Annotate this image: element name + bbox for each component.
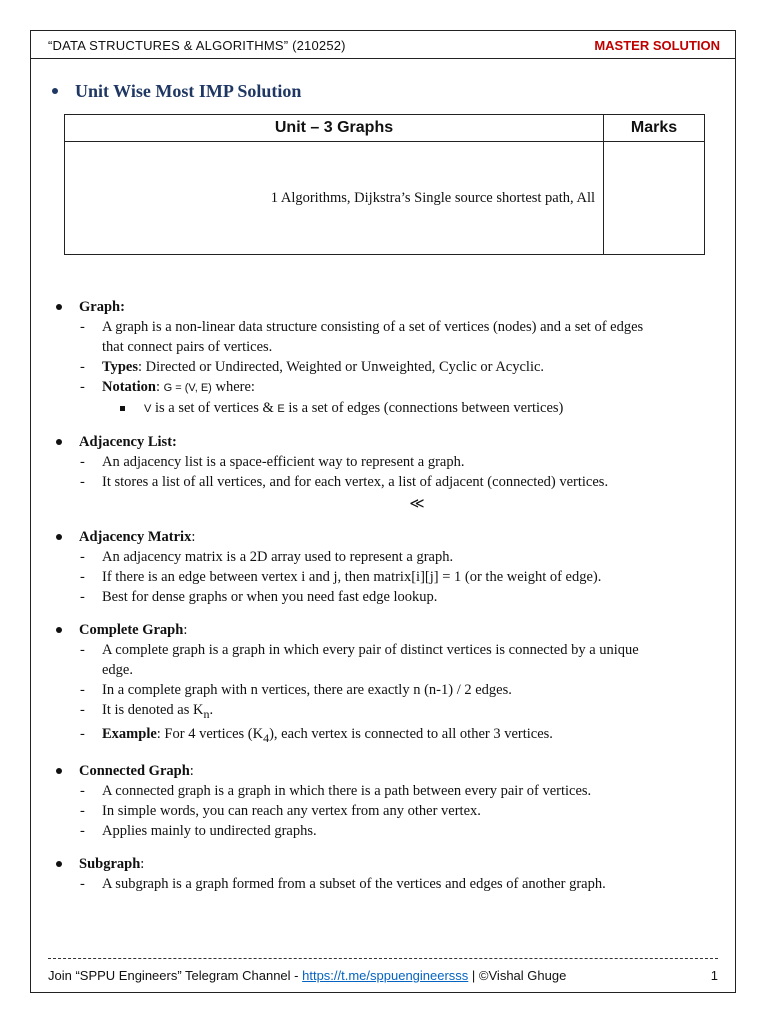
- page-number: 1: [710, 968, 718, 983]
- square-bullet-icon: [120, 406, 125, 411]
- dash-marker: -: [80, 875, 85, 892]
- section-title-text: Unit Wise Most IMP Solution: [75, 81, 302, 101]
- subgraph-title: Subgraph: [79, 855, 141, 872]
- dash-marker: -: [80, 702, 85, 718]
- marks-header-cell: Marks: [604, 115, 705, 142]
- footer-divider: [48, 958, 718, 959]
- dash-marker: -: [80, 379, 85, 395]
- adjacency-matrix-title: Adjacency Matrix: [79, 529, 192, 545]
- list-item: - A connected graph is a graph in which there is a path between every pair of vertices.: [80, 782, 592, 799]
- list-item: - Applies mainly to undirected graphs.: [80, 822, 317, 839]
- footer-text: Join “SPPU Engineers” Telegram Channel -: [48, 968, 303, 983]
- list-item: - It is denoted as $K_n$.: [80, 702, 214, 721]
- connected-graph-title: Connected Graph: [79, 762, 190, 779]
- dash-marker: -: [80, 782, 85, 799]
- list-item: - Notation: G = (V, E) where:: [80, 379, 255, 395]
- telegram-link[interactable]: https://t.me/sppuengineersss: [302, 968, 469, 983]
- adjacency-matrix-block: Adjacency Matrix: - An adjacency matrix is a 2D array used to represent a graph. - If there is an edge between vertex i and j, then matrix[i][j] = 1 (or the weight of edge). - Best for dense graphs or when you need fast edge lookup.: [52, 527, 712, 607]
- complete-graph-title: Complete Graph: [79, 622, 184, 638]
- list-item: - In a complete graph with n vertices, there are exactly n (n-1) / 2 edges.: [80, 682, 512, 698]
- sub-list-item: V is a set of vertices & E is a set of edges (connections between vertices): [52, 398, 712, 419]
- dash-marker: -: [80, 549, 85, 565]
- footer: [48, 968, 718, 983]
- graph-title: Graph:: [79, 299, 125, 315]
- bullet-icon: [56, 627, 62, 633]
- dash-marker: -: [80, 589, 85, 605]
- list-item: - A complete graph is a graph in which every pair of distinct vertices is connected by a unique: [80, 642, 639, 658]
- list-item-continued: that connect pairs of vertices.: [102, 339, 273, 355]
- notes-content: [52, 297, 712, 907]
- footer-author: | ©Vishal Ghuge: [468, 968, 567, 983]
- header-master-solution: MASTER SOLUTION: [594, 38, 720, 53]
- dash-marker: -: [80, 359, 85, 375]
- bullet-icon: [56, 304, 62, 310]
- unit-table: [64, 114, 705, 255]
- bullet-icon: [52, 88, 58, 94]
- header-divider: [30, 58, 736, 59]
- section-title: [52, 81, 301, 102]
- list-item: - A subgraph is a graph formed from a subset of the vertices and edges of another graph.: [80, 875, 606, 892]
- list-item: - Best for dense graphs or when you need fast edge lookup.: [80, 589, 438, 605]
- bullet-icon: [56, 534, 62, 540]
- list-item: - It stores a list of all vertices, and for each vertex, a list of adjacent (connected) vertices.: [80, 474, 609, 490]
- dash-marker: -: [80, 319, 85, 335]
- list-item: - In simple words, you can reach any vertex from any other vertex.: [80, 802, 481, 819]
- list-item: - Types: Directed or Undirected, Weighted or Unweighted, Cyclic or Acyclic.: [80, 359, 545, 375]
- dash-marker: -: [80, 822, 85, 839]
- dash-marker: -: [80, 642, 85, 658]
- graph-block: [52, 297, 712, 419]
- list-item-continued: edge.: [102, 662, 133, 678]
- list-item: - Example: For 4 vertices $(K_4)$, each vertex is connected to all other 3 vertices.: [80, 725, 553, 745]
- bullet-icon: [56, 439, 62, 445]
- bullet-icon: [56, 861, 62, 867]
- list-item: - An adjacency matrix is a 2D array used to represent a graph.: [80, 549, 454, 565]
- unit-topics-cell: 1 Algorithms, Dijkstra’s Single source shortest path, All: [65, 142, 604, 255]
- adjacency-list-title: Adjacency List:: [79, 434, 177, 450]
- dash-marker: -: [80, 682, 85, 698]
- dash-marker: -: [80, 725, 85, 742]
- dash-marker: -: [80, 474, 85, 490]
- subgraph-block: Subgraph: - A subgraph is a graph formed from a subset of the vertices and edges of another graph.: [52, 854, 712, 894]
- dash-marker: -: [80, 569, 85, 585]
- marks-cell: [604, 142, 705, 255]
- list-item: - A graph is a non-linear data structure consisting of a set of vertices (nodes) and a set of edges: [80, 319, 644, 335]
- unit-table-header-row: [65, 115, 705, 142]
- connected-graph-block: Connected Graph: - A connected graph is a graph in which there is a path between every pair of vertices. - In simple words, you can reach any vertex from any other vertex. - Applies mainly to undirected graphs.: [52, 761, 712, 841]
- list-item: - An adjacency list is a space-efficient way to represent a graph.: [80, 454, 465, 470]
- bullet-icon: [56, 768, 62, 774]
- adjacency-list-block: [52, 432, 712, 514]
- list-item: - If there is an edge between vertex i and j, then matrix[i][j] = 1 (or the weight of edge).: [80, 569, 602, 585]
- dash-marker: -: [80, 802, 85, 819]
- double-left-arrow-icon: ≪: [409, 496, 425, 512]
- notation-formula: G = (V, E): [163, 382, 212, 394]
- header-course-title: “DATA STRUCTURES & ALGORITHMS” (210252): [48, 38, 346, 53]
- unit-header-cell: Unit – 3 Graphs: [65, 115, 604, 142]
- unit-table-row: [65, 142, 705, 255]
- complete-graph-block: Complete Graph: - A complete graph is a graph in which every pair of distinct vertices is connected by a unique edge. - In a complete graph with n vertices, there are exactly n (n-1) / 2 edges. - It is denoted as $K_n$. - Example: For 4 vertices $(K_4)$, each vertex is connected to all other 3 vertices.: [52, 620, 712, 748]
- dash-marker: -: [80, 454, 85, 470]
